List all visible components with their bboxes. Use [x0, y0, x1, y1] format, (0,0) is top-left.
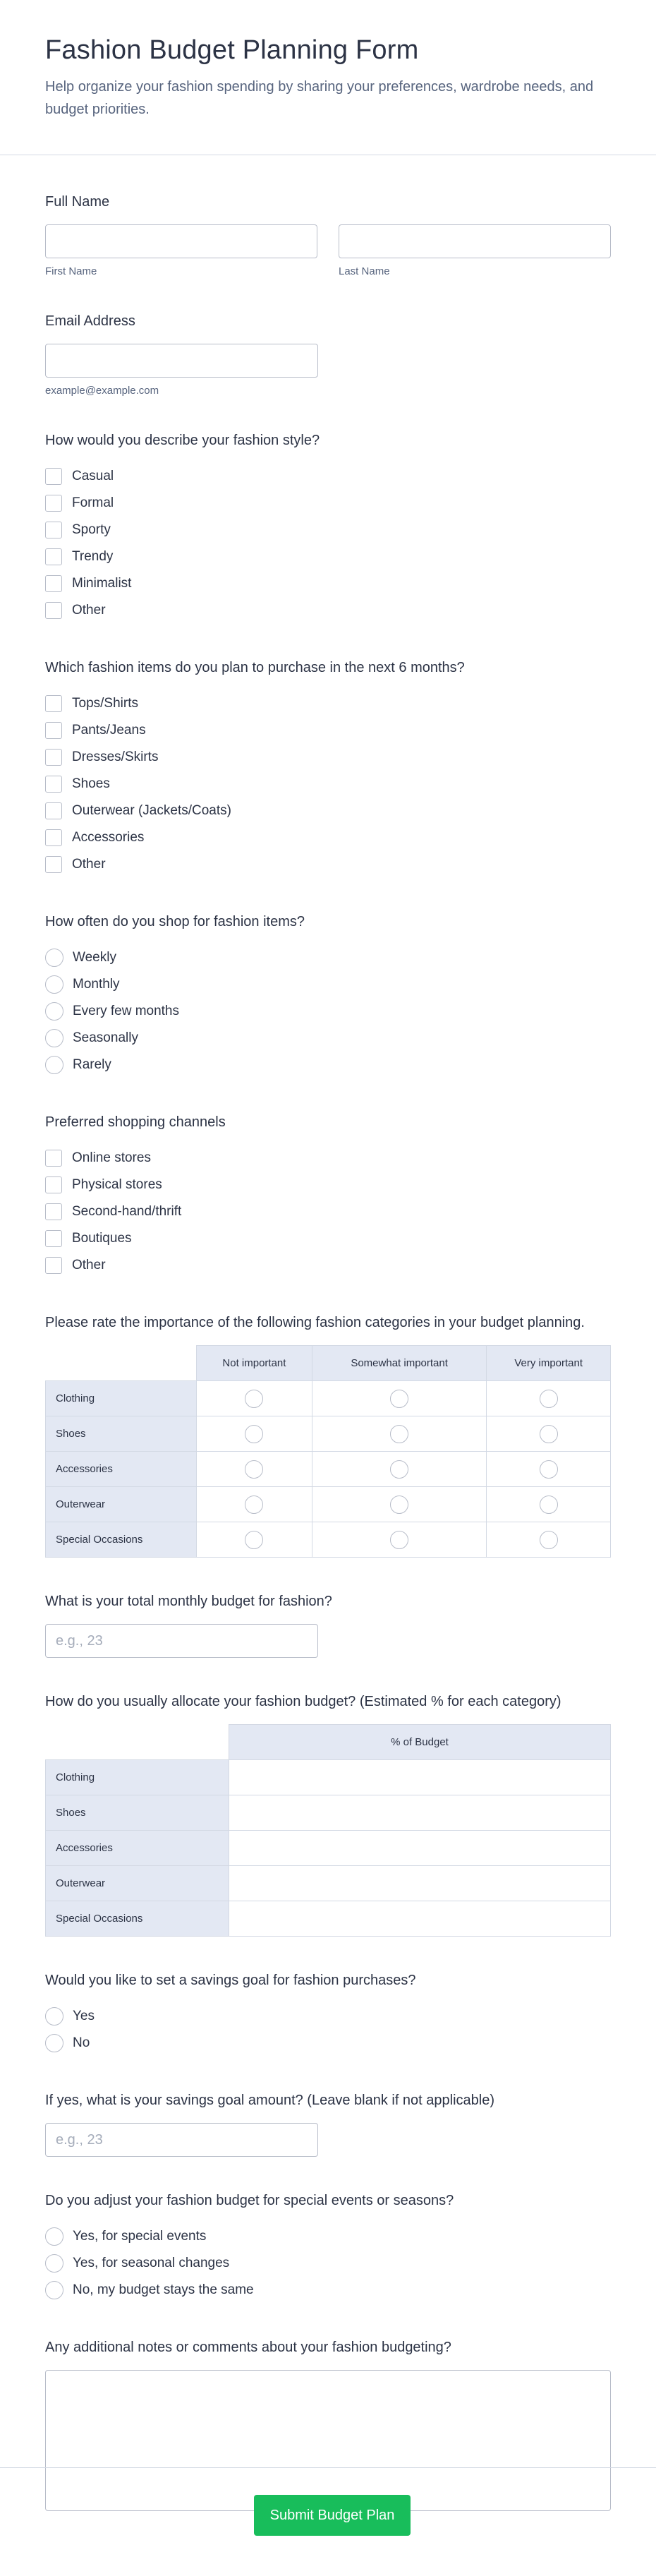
- matrix-radio[interactable]: [540, 1460, 558, 1479]
- adjust-label: Do you adjust your fashion budget for special events or seasons?: [45, 2193, 454, 2208]
- matrix-row-header: Outerwear: [46, 1487, 197, 1522]
- allocation-input[interactable]: [229, 1901, 611, 1937]
- matrix-column-header: Very important: [487, 1346, 611, 1381]
- matrix-radio[interactable]: [540, 1390, 558, 1408]
- radio[interactable]: [45, 2254, 63, 2273]
- item-option[interactable]: Shoes: [45, 771, 611, 798]
- channel-option[interactable]: Other: [45, 1252, 611, 1279]
- allocation-row-header: Shoes: [46, 1795, 229, 1831]
- radio[interactable]: [45, 1056, 63, 1074]
- savings-amount-placeholder: e.g., 23: [56, 2131, 103, 2148]
- matrix-radio[interactable]: [390, 1495, 408, 1514]
- checkbox[interactable]: [45, 1203, 62, 1220]
- style-field: [45, 431, 611, 624]
- matrix-radio[interactable]: [245, 1495, 263, 1514]
- style-option[interactable]: Trendy: [45, 543, 611, 570]
- matrix-column-header: Somewhat important: [312, 1346, 487, 1381]
- importance-label: Please rate the importance of the following fashion categories in your budget planning.: [45, 1315, 585, 1330]
- form-body: [0, 192, 656, 2511]
- matrix-row-header: Clothing: [46, 1381, 197, 1416]
- radio[interactable]: [45, 1029, 63, 1047]
- item-option[interactable]: Accessories: [45, 824, 611, 851]
- email-field: [45, 311, 611, 397]
- radio[interactable]: [45, 2007, 63, 2026]
- channels-label: Preferred shopping channels: [45, 1114, 226, 1130]
- savings-amount-field: [45, 2090, 611, 2157]
- first-name-input[interactable]: [45, 224, 317, 258]
- allocation-input[interactable]: [229, 1866, 611, 1901]
- checkbox[interactable]: [45, 495, 62, 512]
- checkbox[interactable]: [45, 802, 62, 819]
- first-name-sublabel: First Name: [45, 265, 97, 277]
- matrix-radio[interactable]: [245, 1531, 263, 1549]
- notes-label: Any additional notes or comments about your fashion budgeting?: [45, 2340, 451, 2355]
- adjust-field: [45, 2191, 611, 2304]
- channel-option[interactable]: Physical stores: [45, 1172, 611, 1198]
- radio[interactable]: [45, 1002, 63, 1021]
- frequency-option[interactable]: Seasonally: [45, 1025, 611, 1052]
- frequency-label: How often do you shop for fashion items?: [45, 914, 305, 929]
- checkbox[interactable]: [45, 1176, 62, 1193]
- allocation-row-header: Special Occasions: [46, 1901, 229, 1937]
- matrix-row-header: Special Occasions: [46, 1522, 197, 1558]
- frequency-option[interactable]: Weekly: [45, 944, 611, 971]
- checkbox[interactable]: [45, 856, 62, 873]
- allocation-label: How do you usually allocate your fashion budget? (Estimated % for each category): [45, 1694, 561, 1709]
- radio[interactable]: [45, 2281, 63, 2299]
- radio[interactable]: [45, 975, 63, 994]
- matrix-radio[interactable]: [540, 1495, 558, 1514]
- importance-matrix: [45, 1345, 611, 1558]
- checkbox[interactable]: [45, 829, 62, 846]
- email-sublabel: example@example.com: [45, 385, 159, 397]
- budget-label: What is your total monthly budget for fashion?: [45, 1594, 332, 1609]
- adjust-option[interactable]: No, my budget stays the same: [45, 2277, 611, 2304]
- style-option[interactable]: Other: [45, 597, 611, 624]
- item-option[interactable]: Other: [45, 851, 611, 878]
- budget-input[interactable]: [45, 1624, 318, 1658]
- savings-amount-input[interactable]: [45, 2123, 318, 2157]
- matrix-radio[interactable]: [245, 1390, 263, 1408]
- items-field: [45, 658, 611, 878]
- matrix-radio[interactable]: [390, 1531, 408, 1549]
- savings-goal-option[interactable]: No: [45, 2030, 611, 2057]
- full-name-field: [45, 192, 611, 277]
- checkbox[interactable]: [45, 602, 62, 619]
- frequency-field: [45, 912, 611, 1078]
- allocation-input[interactable]: [229, 1760, 611, 1795]
- checkbox[interactable]: [45, 468, 62, 485]
- radio[interactable]: [45, 2034, 63, 2052]
- form-title: Fashion Budget Planning Form: [45, 35, 419, 65]
- channel-option[interactable]: Boutiques: [45, 1225, 611, 1252]
- email-input[interactable]: [45, 344, 318, 378]
- allocation-column-header: % of Budget: [229, 1725, 611, 1760]
- savings-goal-option[interactable]: Yes: [45, 2003, 611, 2030]
- budget-field: [45, 1591, 611, 1658]
- allocation-row-header: Clothing: [46, 1760, 229, 1795]
- checkbox[interactable]: [45, 575, 62, 592]
- adjust-option[interactable]: Yes, for special events: [45, 2223, 611, 2250]
- form-subtitle: Help organize your fashion spending by sharing your preferences, wardrobe needs, and budget priorities.: [45, 79, 594, 117]
- matrix-column-header: Not important: [197, 1346, 312, 1381]
- checkbox[interactable]: [45, 522, 62, 538]
- checkbox[interactable]: [45, 1150, 62, 1167]
- style-label: How would you describe your fashion style?: [45, 433, 320, 448]
- checkbox[interactable]: [45, 749, 62, 766]
- allocation-field: [45, 1692, 611, 1937]
- budget-placeholder: e.g., 23: [56, 1632, 103, 1649]
- frequency-option[interactable]: Monthly: [45, 971, 611, 998]
- channels-field: [45, 1112, 611, 1279]
- matrix-radio[interactable]: [390, 1390, 408, 1408]
- style-option[interactable]: Formal: [45, 490, 611, 517]
- matrix-radio[interactable]: [540, 1425, 558, 1443]
- channel-option[interactable]: Online stores: [45, 1145, 611, 1172]
- matrix-radio[interactable]: [390, 1425, 408, 1443]
- style-option[interactable]: Minimalist: [45, 570, 611, 597]
- last-name-input[interactable]: [339, 224, 611, 258]
- item-option[interactable]: Dresses/Skirts: [45, 744, 611, 771]
- matrix-radio[interactable]: [540, 1531, 558, 1549]
- style-option[interactable]: Sporty: [45, 517, 611, 543]
- item-option[interactable]: Pants/Jeans: [45, 717, 611, 744]
- checkbox[interactable]: [45, 1257, 62, 1274]
- checkbox[interactable]: [45, 776, 62, 793]
- item-option[interactable]: Outerwear (Jackets/Coats): [45, 798, 611, 824]
- adjust-option[interactable]: Yes, for seasonal changes: [45, 2250, 611, 2277]
- item-option[interactable]: Tops/Shirts: [45, 690, 611, 717]
- checkbox[interactable]: [45, 548, 62, 565]
- style-option[interactable]: Casual: [45, 463, 611, 490]
- checkbox[interactable]: [45, 722, 62, 739]
- last-name-sublabel: Last Name: [339, 265, 390, 277]
- allocation-input[interactable]: [229, 1795, 611, 1831]
- email-label: Email Address: [45, 313, 135, 329]
- savings-goal-label: Would you like to set a savings goal for fashion purchases?: [45, 1973, 416, 1988]
- matrix-row-header: Accessories: [46, 1452, 197, 1487]
- submit-button[interactable]: Submit Budget Plan: [254, 2495, 411, 2536]
- savings-goal-field: [45, 1970, 611, 2057]
- matrix-radio[interactable]: [245, 1460, 263, 1479]
- importance-field: [45, 1313, 611, 1558]
- savings-amount-label: If yes, what is your savings goal amount? (Leave blank if not applicable): [45, 2093, 495, 2108]
- form-footer: [0, 2467, 656, 2576]
- frequency-option[interactable]: Rarely: [45, 1052, 611, 1078]
- matrix-radio[interactable]: [390, 1460, 408, 1479]
- checkbox[interactable]: [45, 695, 62, 712]
- radio[interactable]: [45, 949, 63, 967]
- allocation-row-header: Accessories: [46, 1831, 229, 1866]
- frequency-option[interactable]: Every few months: [45, 998, 611, 1025]
- checkbox[interactable]: [45, 1230, 62, 1247]
- allocation-row-header: Outerwear: [46, 1866, 229, 1901]
- form-header: [0, 0, 656, 155]
- items-label: Which fashion items do you plan to purchase in the next 6 months?: [45, 660, 465, 675]
- channel-option[interactable]: Second-hand/thrift: [45, 1198, 611, 1225]
- allocation-input[interactable]: [229, 1831, 611, 1866]
- matrix-radio[interactable]: [245, 1425, 263, 1443]
- full-name-label: Full Name: [45, 194, 110, 210]
- radio[interactable]: [45, 2227, 63, 2246]
- allocation-table: [45, 1724, 611, 1937]
- matrix-row-header: Shoes: [46, 1416, 197, 1452]
